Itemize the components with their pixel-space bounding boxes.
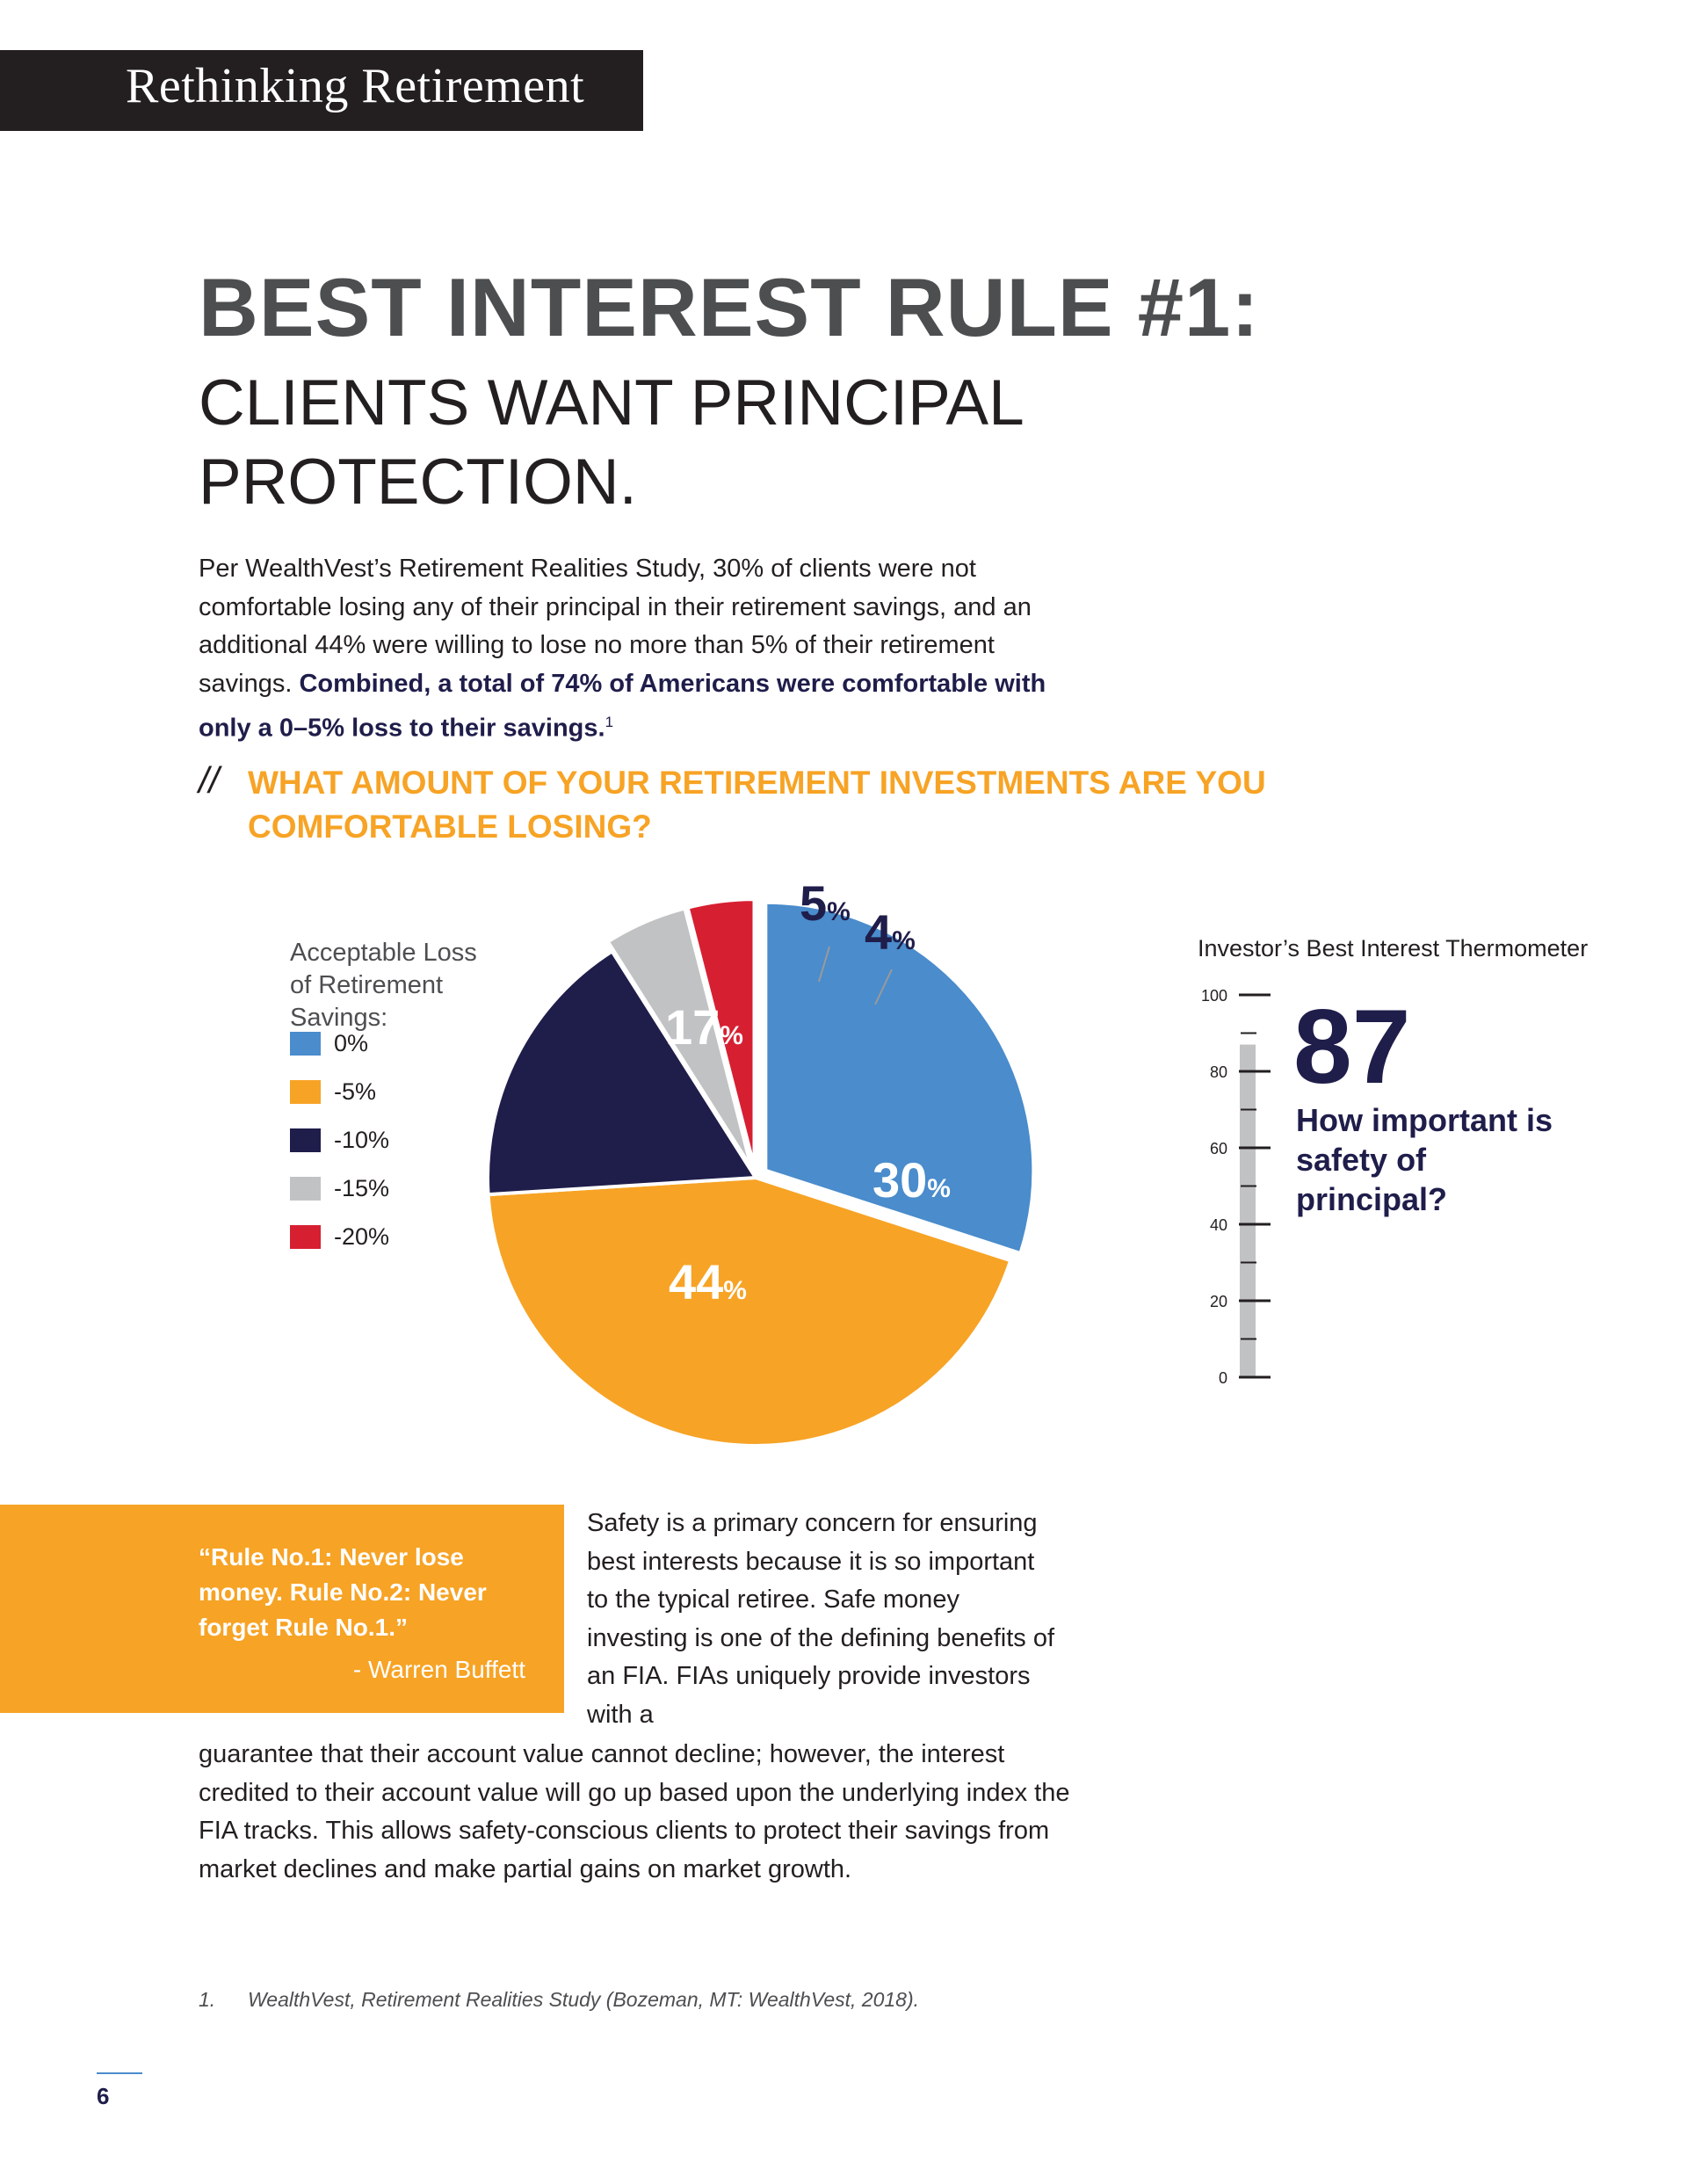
legend-title: Acceptable Loss of Retirement Savings: [290,939,477,1032]
question-slash: // [199,759,220,801]
thermometer-gauge [1169,980,1292,1393]
pie-data-label: 17% [665,999,743,1055]
footnote-text: WealthVest, Retirement Realities Study (Bozeman, MT: WealthVest, 2018). [248,1988,920,2011]
pie-data-label: 5% [800,875,851,931]
intro-paragraph [199,550,1077,748]
intro-bold-text: Combined, a total of 74% of Americans were comfortable with only a 0–5% loss to their savings. [199,669,1046,743]
legend-swatch [290,1177,321,1201]
footnote-ref: 1 [605,714,614,730]
pie-chart [457,839,1090,1525]
legend-label: -20% [334,1223,390,1250]
page-number-rule [97,2072,142,2074]
body-text-full: guarantee that their account value cannot decline; however, the interest credited to their account value will go up based upon the underlying index the FIA tracks. This allows safety-conscious clients to protect their savings from market declines and make partial gains on market growth. [199,1740,1070,1883]
page-number: 6 [97,2083,110,2109]
footnote [199,1988,919,2012]
pie-data-label: 30% [872,1152,951,1208]
legend-label: -15% [334,1175,390,1201]
pie-data-label: 44% [669,1254,747,1310]
thermometer-tick-label: 60 [1209,1140,1227,1157]
quote-text: “Rule No.1: Never lose money. Rule No.2: Never forget Rule No.1.” [199,1543,487,1641]
pie-data-label: 4% [865,904,916,960]
thermometer-tick-label: 20 [1209,1293,1227,1310]
thermometer-title: Investor’s Best Interest Thermometer [1198,935,1589,961]
thermometer-tick-label: 0 [1218,1369,1227,1387]
thermometer-tick-label: 100 [1200,987,1227,1005]
thermometer-fill [1240,1045,1256,1377]
intro-text: Per WealthVest’s Retirement Realities Study, 30% of clients were not comfortable losing any of their principal in their retirement savings, and an additional 44% were willing to lose no more than 5% of their retirement savings. [199,555,1032,698]
thermometer-question: How important is safety of principal? [1296,1102,1553,1217]
footnote-number: 1. [199,1988,216,2011]
thermometer-tick-label: 80 [1209,1063,1227,1081]
legend-label: -5% [334,1078,377,1105]
legend-label: 0% [334,1030,369,1056]
legend-swatch [290,1225,321,1249]
thermometer-tick-label: 40 [1209,1216,1227,1234]
chart-question: WHAT AMOUNT OF YOUR RETIREMENT INVESTMENTS ARE YOU COMFORTABLE LOSING? [248,765,1266,845]
body-text-column: Safety is a primary concern for ensuring best interests because it is so important to the typical retiree. Safe money investing is one of the defining benefits of an FIA. FIAs uniquely provide investors with a [587,1509,1055,1729]
thermometer-value: 87 [1293,988,1411,1106]
legend-swatch [290,1128,321,1152]
page-subtitle: CLIENTS WANT PRINCIPAL PROTECTION. [199,367,1022,518]
legend-label: -10% [334,1127,390,1153]
publication-title: Rethinking Retirement [126,59,585,113]
page-title: BEST INTEREST RULE #1: [199,261,1260,353]
quote-author: - Warren Buffett [352,1656,525,1683]
legend-swatch [290,1032,321,1056]
legend-swatch [290,1080,321,1104]
